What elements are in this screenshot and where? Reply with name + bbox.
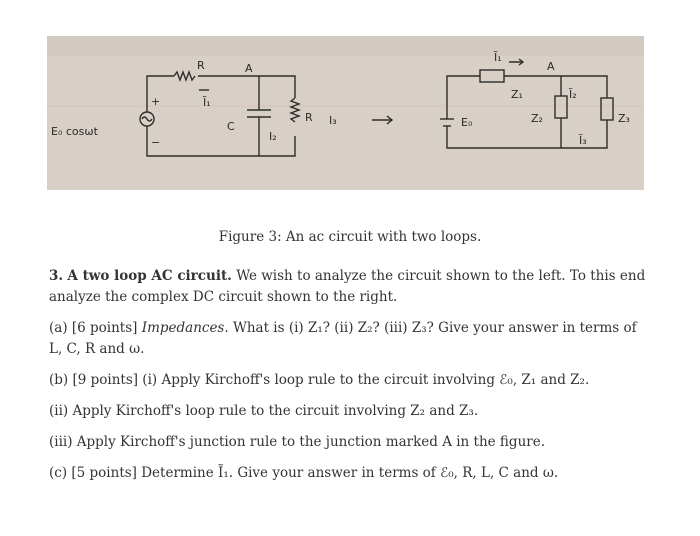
label-i1-right: Ĩ₁ [494, 51, 502, 64]
label-c: C [227, 120, 235, 133]
label-i2-left: I₂ [269, 130, 277, 143]
part-a-topic: Impedances. [141, 320, 229, 336]
part-a-text: What is (i) Z₁? (ii) Z₂? (iii) Z₃? Give your answer in terms of L, C, R and ω. [49, 320, 637, 357]
figure-caption: Figure 3: An ac circuit with two loops. [218, 229, 482, 245]
label-minus: − [151, 136, 161, 149]
label-e0: E₀ [461, 116, 473, 129]
label-z2: Z₂ [531, 112, 543, 125]
problem-number: 3. [49, 268, 64, 284]
label-plus: + [151, 95, 161, 108]
part-a-label: (a) [6 points] [49, 320, 138, 336]
label-z3: Z₃ [618, 112, 630, 125]
part-a [49, 318, 647, 360]
label-i2-right: Ĩ₂ [569, 88, 577, 101]
label-r: R [197, 59, 205, 72]
label-i1-left: Ĩ₁ [203, 96, 211, 109]
part-c: (c) [5 points] Determine Ĩ₁. Give your answer in terms of ℰ₀, R, L, C and ω. [49, 465, 559, 481]
circuit-photo [47, 36, 644, 190]
problem-body [49, 266, 647, 484]
label-r-right: R [305, 111, 313, 124]
part-b-iii: (iii) Apply Kirchoff's junction rule to the junction marked A in the figure. [49, 434, 546, 450]
circuit-diagram [47, 36, 644, 190]
label-source: E₀ cosωt [51, 125, 98, 138]
label-z1: Z₁ [511, 88, 523, 101]
label-i3-right: Ĩ₃ [579, 134, 587, 147]
problem-intro-text: We wish to analyze the circuit shown to the left. To this end analyze the complex DC circuit shown to the right. [49, 268, 646, 305]
label-a-left: A [245, 62, 253, 75]
problem-intro [49, 266, 647, 308]
part-b-i: (b) [9 points] (i) Apply Kirchoff's loop rule to the circuit involving ℰ₀, Z₁ and Z₂. [49, 372, 590, 388]
label-i3-left: I₃ [329, 114, 337, 127]
part-b-ii: (ii) Apply Kirchoff's loop rule to the circuit involving Z₂ and Z₃. [49, 403, 479, 419]
problem-title: A two loop AC circuit. [67, 268, 232, 284]
label-a-right: A [547, 60, 555, 73]
